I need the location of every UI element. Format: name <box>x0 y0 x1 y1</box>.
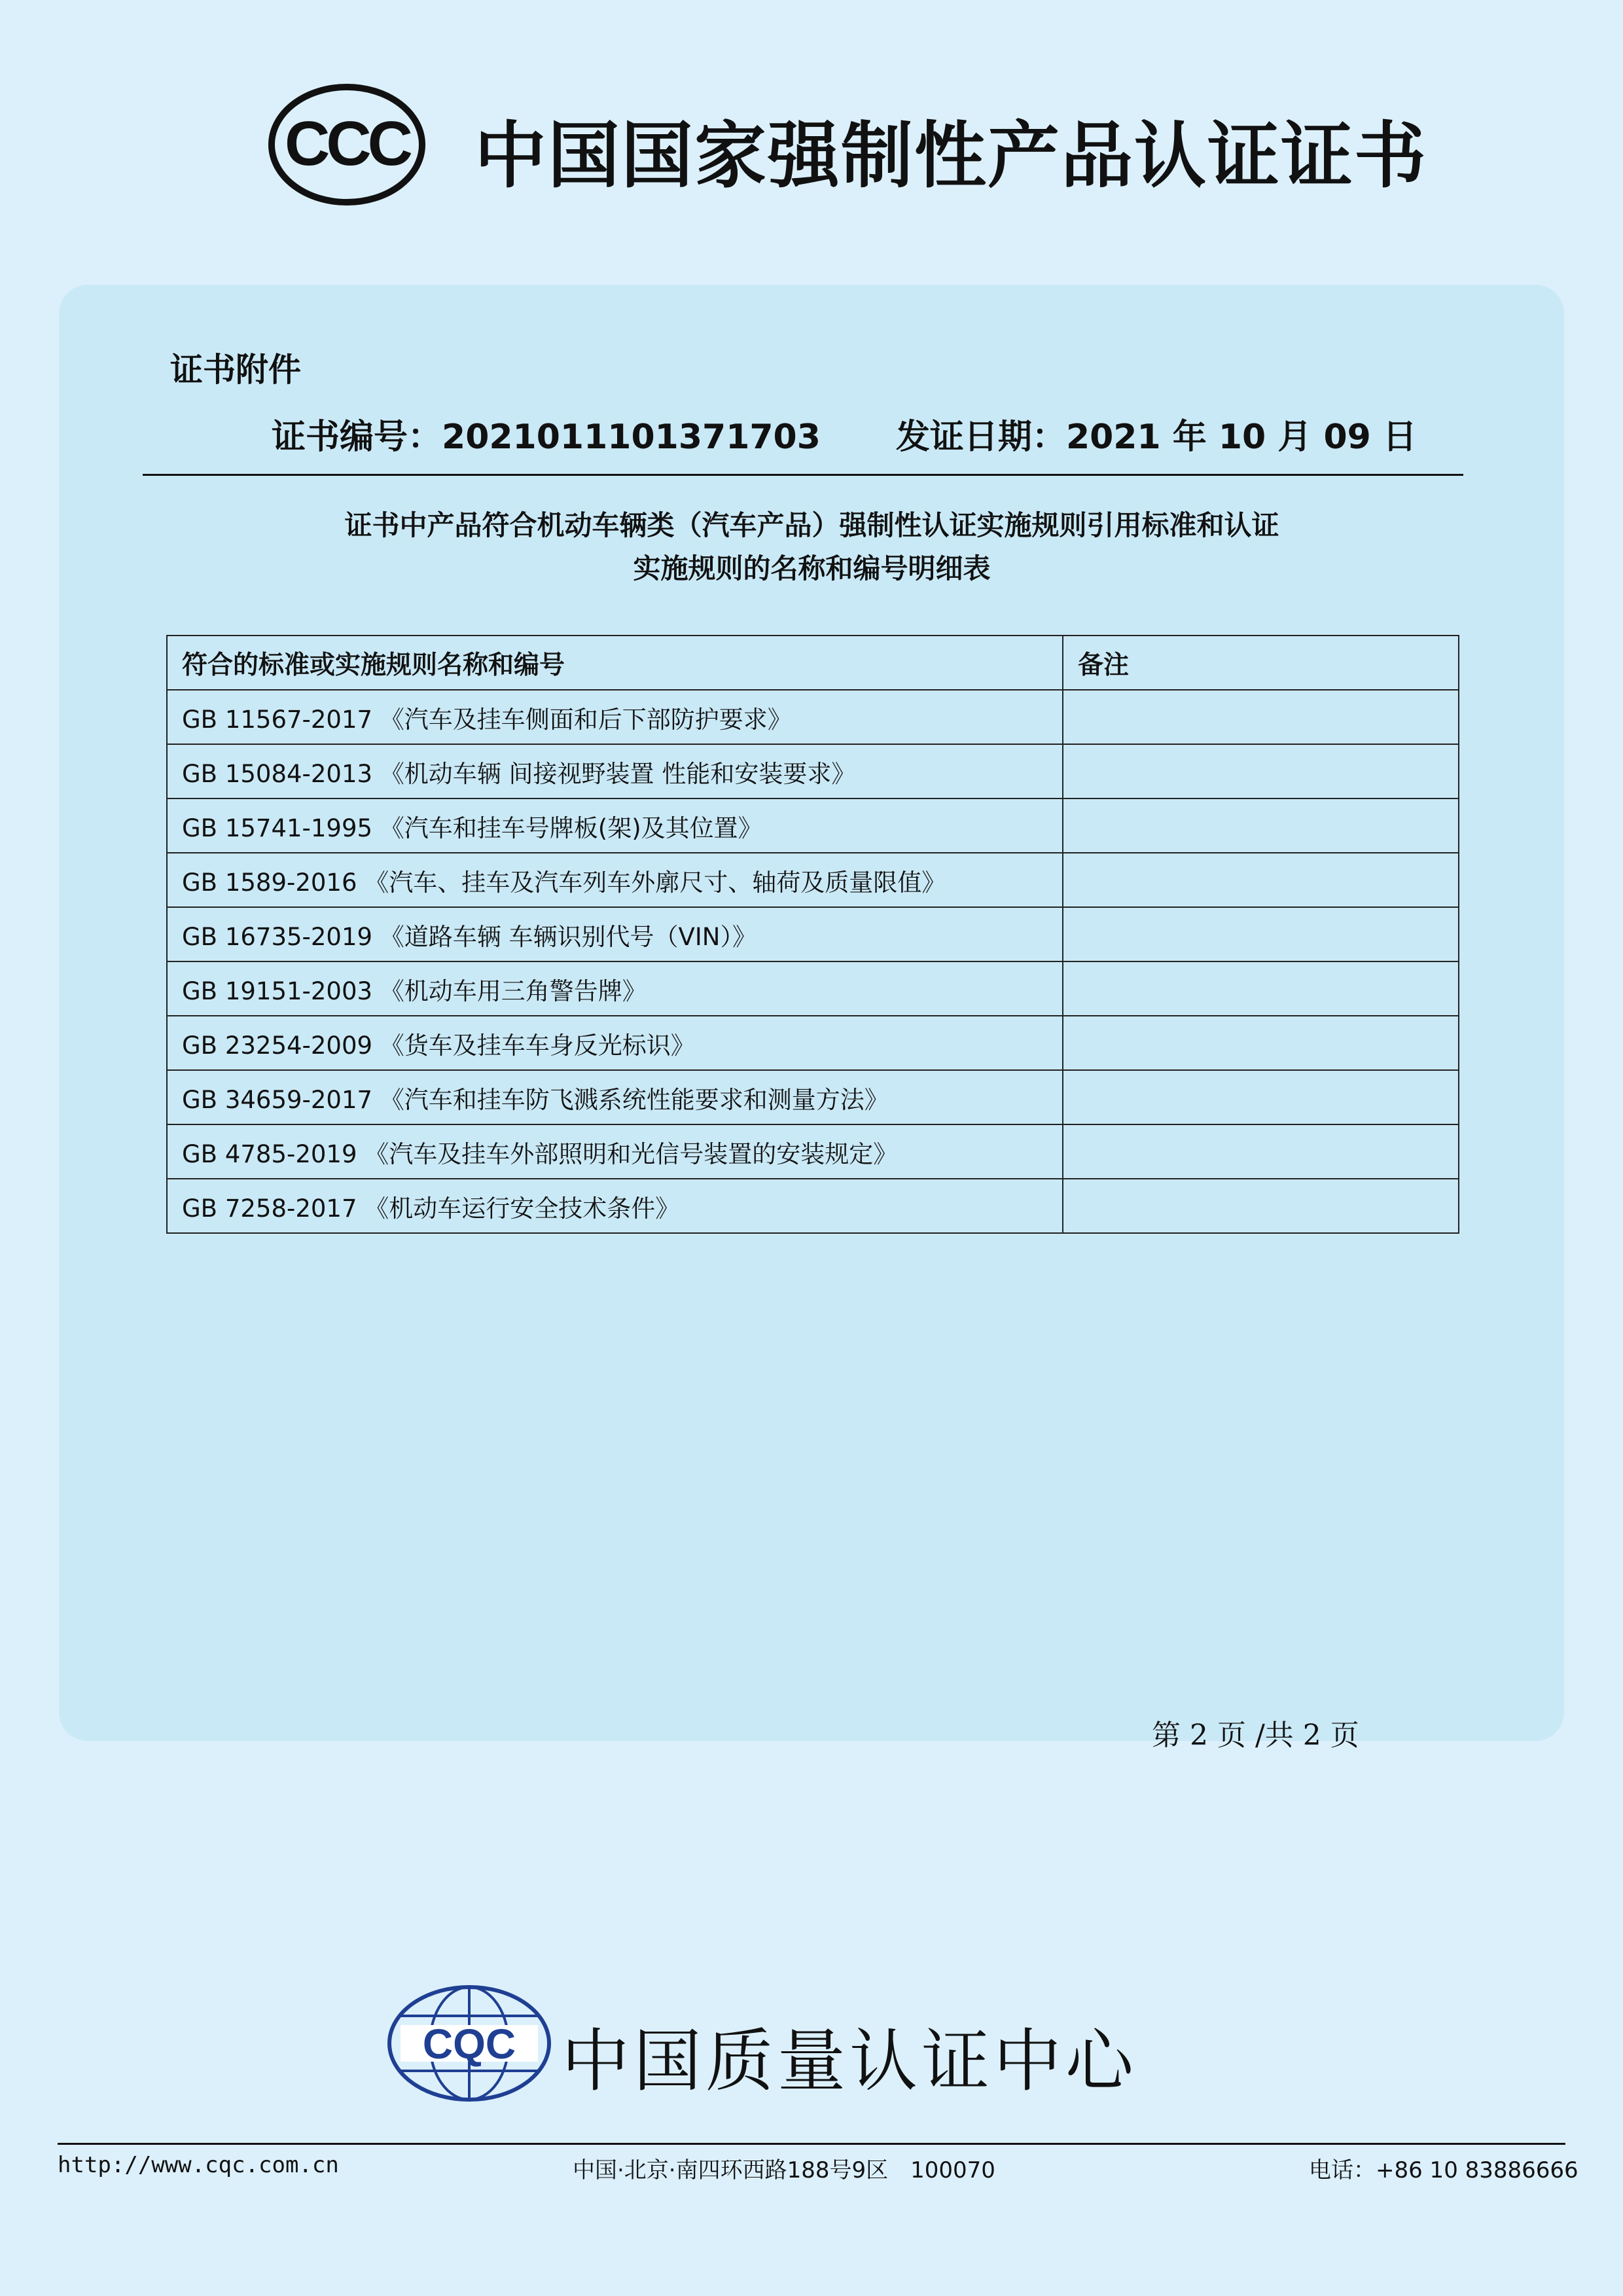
remark-cell <box>1063 1070 1459 1124</box>
table-row <box>167 1124 1459 1179</box>
caption-line-2: 实施规则的名称和编号明细表 <box>633 552 991 584</box>
footer-divider <box>58 2143 1565 2145</box>
header-standard: 符合的标准或实施规则名称和编号 <box>167 636 1063 690</box>
attachment-title: 证书附件 <box>170 350 301 389</box>
standard-cell: GB 1589-2016 《汽车、挂车及汽车列车外廓尺寸、轴荷及质量限值》 <box>167 853 1063 907</box>
issue-date: 2021 年 10 月 09 日 <box>1065 418 1417 457</box>
cert-no-label: 证书编号： <box>272 418 442 457</box>
certificate-header <box>0 79 1623 209</box>
phone: 电话：+86 10 83886666 <box>1309 2157 1578 2183</box>
issue-date-label: 发证日期： <box>895 418 1066 457</box>
remark-cell <box>1063 1124 1459 1179</box>
caption-line-1: 证书中产品符合机动车辆类（汽车产品）强制性认证实施规则引用标准和认证 <box>344 509 1279 541</box>
standards-table <box>166 635 1459 1234</box>
divider <box>143 474 1463 476</box>
remark-cell <box>1063 1016 1459 1070</box>
standard-cell: GB 4785-2019 《汽车及挂车外部照明和光信号装置的安装规定》 <box>167 1124 1063 1179</box>
ccc-mark-logo <box>267 82 427 207</box>
page-indicator: 第 2 页 /共 2 页 <box>1152 1719 1359 1752</box>
certificate-info-line <box>272 409 1417 458</box>
certificate-title: 中国国家强制性产品认证证书 <box>474 114 1427 198</box>
cqc-name: 中国质量认证中心 <box>562 2021 1138 2101</box>
standard-cell: GB 15741-1995 《汽车和挂车号牌板(架)及其位置》 <box>167 798 1063 853</box>
remark-cell <box>1063 798 1459 853</box>
website-url: http://www.cqc.com.cn <box>58 2152 339 2178</box>
remark-cell <box>1063 907 1459 961</box>
standard-cell: GB 7258-2017 《机动车运行安全技术条件》 <box>167 1179 1063 1233</box>
table-row <box>167 853 1459 907</box>
table-row <box>167 961 1459 1016</box>
svg-text:CCC: CCC <box>285 109 409 179</box>
standard-cell: GB 16735-2019 《道路车辆 车辆识别代号（VIN）》 <box>167 907 1063 961</box>
table-row <box>167 744 1459 798</box>
standard-cell: GB 15084-2013 《机动车辆 间接视野装置 性能和安装要求》 <box>167 744 1063 798</box>
table-row <box>167 1016 1459 1070</box>
table-row <box>167 1070 1459 1124</box>
table-caption <box>143 504 1481 590</box>
address: 中国·北京·南四环西路188号9区 100070 <box>573 2157 995 2183</box>
table-row <box>167 690 1459 744</box>
table-row <box>167 798 1459 853</box>
standard-cell: GB 23254-2009 《货车及挂车车身反光标识》 <box>167 1016 1063 1070</box>
remark-cell <box>1063 744 1459 798</box>
header-remark: 备注 <box>1063 636 1459 690</box>
table-row <box>167 907 1459 961</box>
table-row <box>167 1179 1459 1233</box>
cert-no: 2021011101371703 <box>442 418 821 457</box>
standard-cell: GB 34659-2017 《汽车和挂车防飞溅系统性能要求和测量方法》 <box>167 1070 1063 1124</box>
standard-cell: GB 11567-2017 《汽车及挂车侧面和后下部防护要求》 <box>167 690 1063 744</box>
remark-cell <box>1063 690 1459 744</box>
remark-cell <box>1063 961 1459 1016</box>
table-header-row <box>167 636 1459 690</box>
remark-cell <box>1063 1179 1459 1233</box>
remark-cell <box>1063 853 1459 907</box>
standard-cell: GB 19151-2003 《机动车用三角警告牌》 <box>167 961 1063 1016</box>
svg-text:CQC: CQC <box>422 2020 516 2068</box>
cqc-globe-logo <box>386 1983 553 2104</box>
